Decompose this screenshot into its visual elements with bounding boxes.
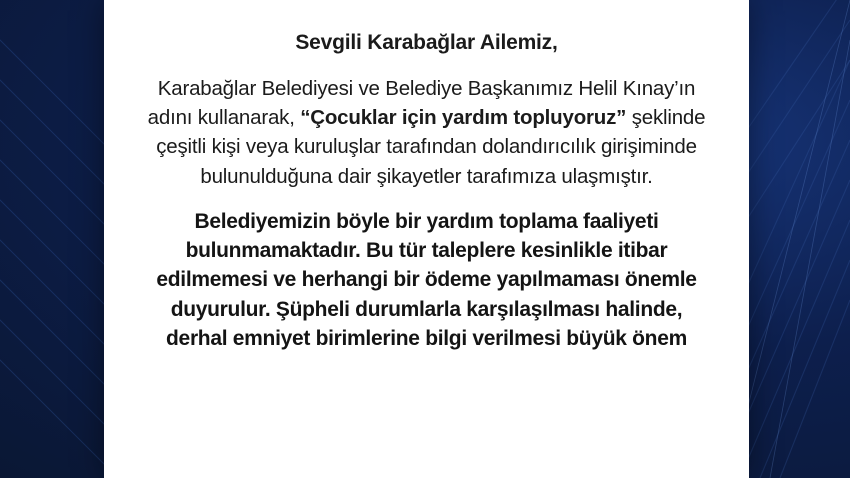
paragraph-1-part-2: şeklinde çeşitli kişi veya kuruluşlar tarafından dolandırıcılık girişiminde bulunulduğuna dair şikayetler tarafımıza ulaşmıştır. <box>156 106 706 188</box>
announcement-headline: Sevgili Karabağlar Ailemiz, <box>295 31 558 54</box>
announcement-card-content <box>104 0 749 478</box>
announcement-paragraph-1 <box>146 74 707 190</box>
left-decoration <box>0 0 110 478</box>
paragraph-1-part-1: Karabağlar Belediyesi ve Belediye Başkanımız Helil Kınay’ın adını kullanarak, <box>147 77 696 130</box>
left-decoration-lines <box>0 0 110 478</box>
announcement-card <box>104 0 749 478</box>
announcement-paragraph-2: Belediyemizin böyle bir yardım toplama faaliyeti bulunmamaktadır. Bu tür taleplere kesinlikle itibar edilmemesi ve herhangi bir ödeme yapılmaması önemle duyurulur. Şüpheli durumlarla karşılaşılması halinde, derhal emniyet birimlerine bilgi verilmesi büyük önem <box>156 209 697 351</box>
paragraph-1-quote: “Çocuklar için yardım topluyoruz” <box>300 106 627 130</box>
